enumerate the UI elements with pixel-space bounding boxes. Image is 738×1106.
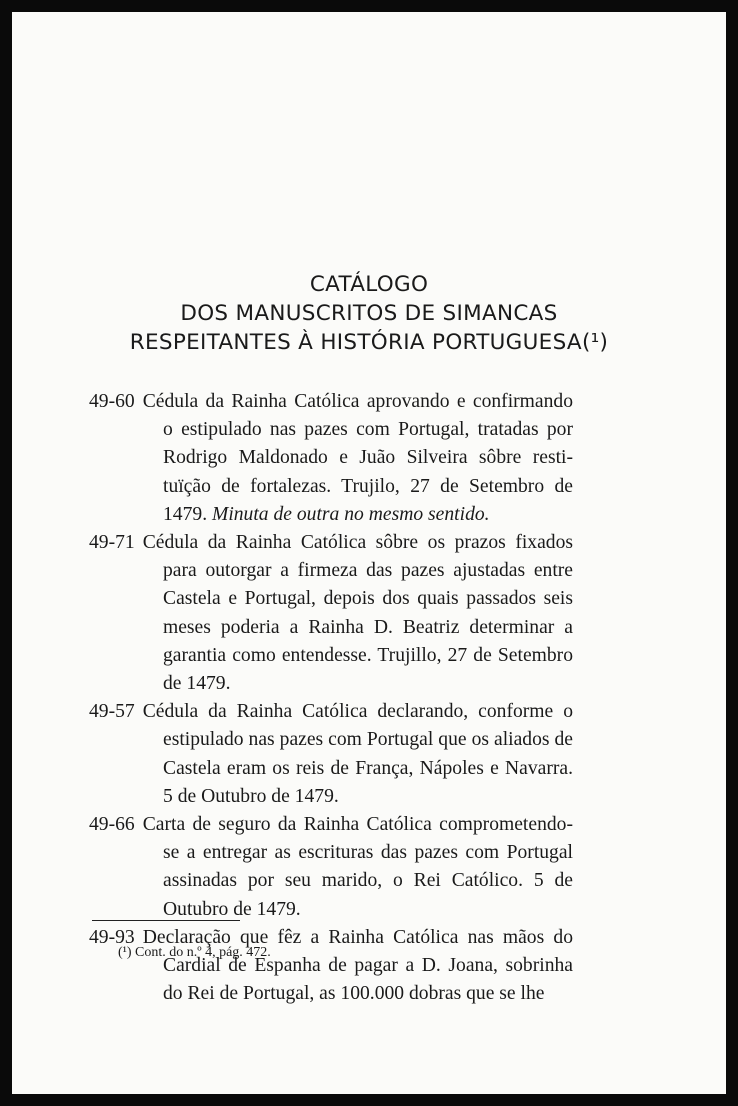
entry-text: Declaração que fêz a Rainha Católica nas mãos do Cardial de Espanha de pagar a D. Joana, sobrinha do Rei de Portugal, as 100.000 dobras que se lhe [142,926,573,1005]
entry-code: 49-57 [89,701,135,723]
heading-line-3-text: RESPEITANTES À HISTÓRIA PORTUGUESA [129,330,582,355]
entry-code: 49-71 [89,532,135,554]
entry-note: Minuta de outra no mesmo sentido. [212,503,490,525]
entry-code: 49-93 [89,926,135,948]
manuscript-entry [89,698,573,811]
entry-code: 49-66 [89,814,135,836]
entry-code: 49-60 [89,391,135,412]
manuscript-entry-list [89,388,573,1008]
footnote: (¹) Cont. do n.º 4, pág. 472. [118,945,271,960]
heading-line-3 [12,328,726,357]
heading-line-2: DOS MANUSCRITOS DE SIMANCAS [180,301,558,326]
manuscript-entry [89,811,573,924]
manuscript-entry [89,924,573,1009]
heading-line-1: CATÁLOGO [309,272,429,297]
manuscript-entry [89,388,573,529]
catalog-heading [12,270,726,357]
entry-text: Cédula da Rainha Católica declarando, conforme o estipulado nas pazes com Portugal que os aliados de Castela eram os reis de França, Nápoles e Navarra. 5 de Outubro de 1479. [142,701,573,807]
entry-text: Cédula da Rainha Católica sôbre os prazos fixados para outorgar a firmeza das pazes ajustadas entre Castela e Portugal, depois dos quais passados seis meses poderia a Rainha D. Beatriz determinar a garantia como entendesse. Trujillo, 27 de Setembro de 1479. [142,532,573,695]
manuscript-entry [89,529,573,698]
entry-text: Cédula da Rainha Católica aprovando e confirmando o estipulado nas pazes com Portugal, tratadas por Rodrigo Maldonado e Juão Silveira sôbre restituïção de fortalezas. Trujilo, 27 de Setembro de 1479. [142,391,573,525]
document-page [12,12,726,1094]
heading-footnote-marker: (¹) [581,330,609,355]
footnote-divider [92,920,240,921]
entry-text: Carta de seguro da Rainha Católica comprometendo-se a entregar as escrituras das pazes com Portugal assinadas por seu marido, o Rei Católico. 5 de Outubro de 1479. [142,814,573,920]
